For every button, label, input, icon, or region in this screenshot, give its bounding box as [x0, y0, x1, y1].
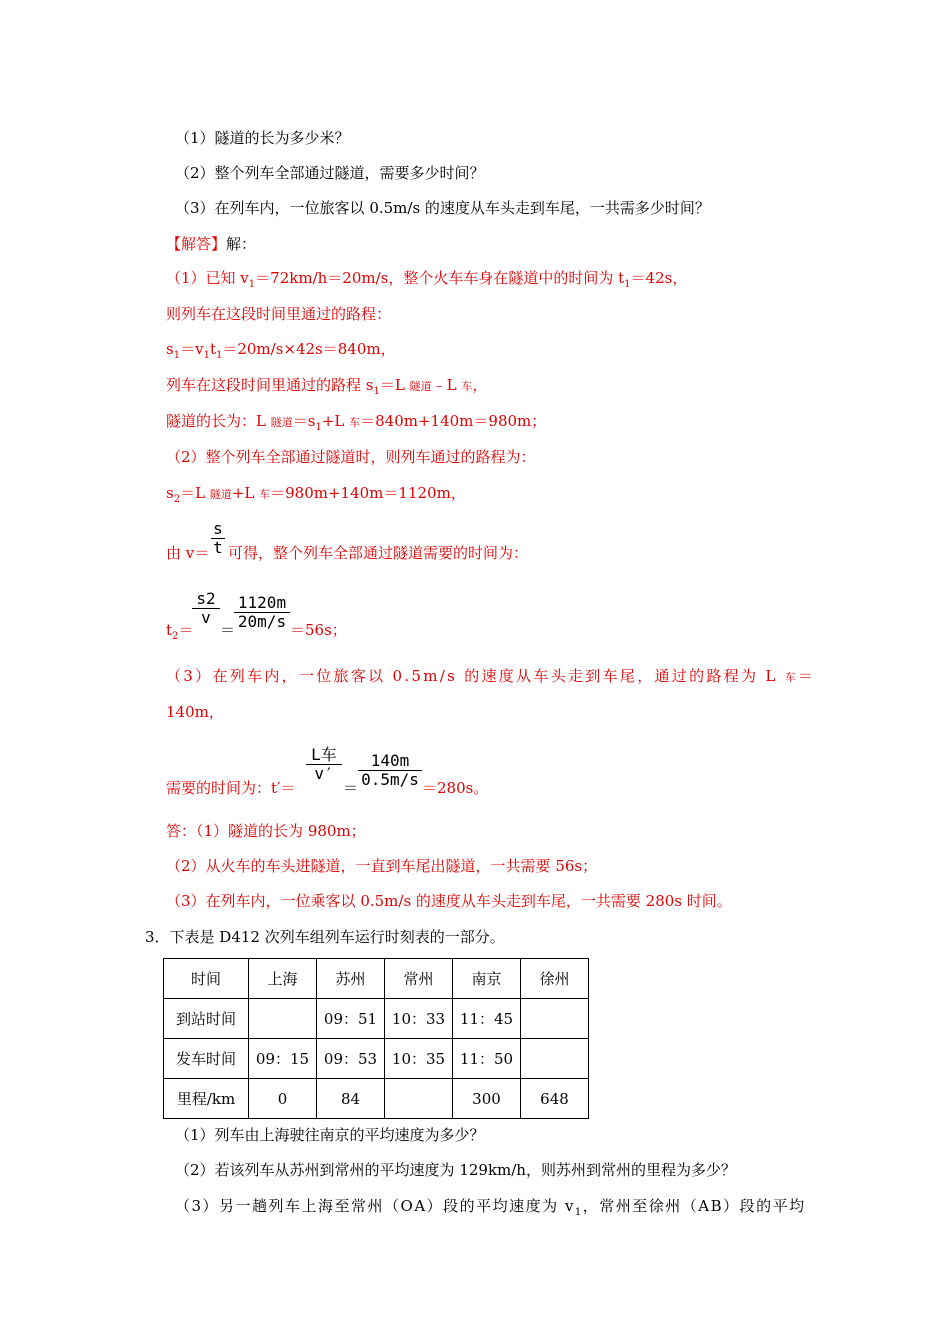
table-cell [385, 1079, 453, 1119]
fraction-s-over-t: s t [211, 520, 225, 557]
fraction-140m-over-05ms: 140m 0.5m/s [358, 752, 422, 789]
problem-3-q3: （3）另一趟列车上海至常州（OA）段的平均速度为 $v_1$，常州至徐州（AB）段的平均 [175, 1197, 806, 1218]
solution-jie-label: 解： [226, 235, 257, 253]
table-header-cell: 上海 [249, 959, 317, 999]
table-cell: 0 [249, 1079, 317, 1119]
table-cell: 09：53 [317, 1039, 385, 1079]
table-header-cell: 徐州 [521, 959, 589, 999]
problem-3-q1: （1）列车由上海驶往南京的平均速度为多少？ [175, 1126, 485, 1144]
answer-1: 答：（1）隧道的长为 980m； [166, 822, 366, 840]
table-cell: 发车时间 [164, 1039, 249, 1079]
table-cell [249, 999, 317, 1039]
equals-sign-2: ＝ [343, 779, 359, 797]
solution-p1-line3: $s_1=v_1t_1=20m/s\times 42s=840m$， [166, 340, 396, 361]
result-56s: ＝56s； [290, 621, 347, 639]
solution-p2-line1: （2）整个列车全部通过隧道时，则列车通过的路程为： [166, 448, 536, 466]
solution-p1-line2: 则列车在这段时间里通过的路程： [166, 305, 392, 323]
problem-3-q2: （2）若该列车从苏州到常州的平均速度为 129km/h，则苏州到常州的里程为多少？ [175, 1161, 736, 1179]
solution-p3-line3-pre: 需要的时间为：t′＝ [166, 779, 296, 797]
problem-3-stem: 3．下表是 D412 次列车组列车运行时刻表的一部分。 [145, 928, 505, 946]
fraction-s2-over-v: s2 v [192, 590, 220, 627]
answer-3: （3）在列车内，一位乘客以 0.5m/s 的速度从车头走到车尾，一共需要 280s 时间。 [166, 892, 732, 910]
table-header-row [164, 959, 589, 999]
table-cell [521, 999, 589, 1039]
table-header-cell: 时间 [164, 959, 249, 999]
table-cell: 84 [317, 1079, 385, 1119]
solution-p3-line2: 140m， [166, 703, 224, 721]
table-cell: 648 [521, 1079, 589, 1119]
table-header-cell: 常州 [385, 959, 453, 999]
table-cell: 10：33 [385, 999, 453, 1039]
table-cell: 到站时间 [164, 999, 249, 1039]
solution-p1-line1: （1）已知 $v_1=72km/h=20m/s$，整个火车车身在隧道中的时间为 $t_1=42s$， [166, 269, 688, 290]
table-header-cell: 南京 [453, 959, 521, 999]
fraction-Lche-over-v-prime: L车 v′ [306, 746, 342, 783]
solution-p2-line2: $s_2=L$ 隧道+L 车＝980m+140m＝1120m， [166, 484, 466, 505]
question-1: （1）隧道的长为多少米？ [175, 129, 350, 147]
solution-p2-line3-post: 可得，整个列车全部通过隧道需要的时间为： [228, 544, 529, 562]
question-3: （3）在列车内，一位旅客以 0.5m/s 的速度从车头走到车尾，一共需多少时间？ [175, 199, 710, 217]
solution-p1-line5: 隧道的长为：L 隧道$=s_1+L$ 车＝840m+140m＝980m； [166, 412, 547, 433]
solution-p2-line4-pre: $t_2=$ [166, 621, 194, 642]
solution-header [166, 234, 256, 254]
solution-p3-line1: （3）在列车内，一位旅客以 0.5m/s 的速度从车头走到车尾，通过的路程为 L 车＝ [166, 667, 816, 685]
question-2: （2）整个列车全部通过隧道，需要多少时间？ [175, 164, 485, 182]
table-cell [521, 1039, 589, 1079]
train-timetable [163, 958, 589, 1119]
equals-sign: ＝ [220, 621, 236, 639]
solution-p2-line3-pre: 由 v＝ [166, 544, 210, 562]
table-cell: 300 [453, 1079, 521, 1119]
answer-2: （2）从火车的车头进隧道，一直到车尾出隧道，一共需要 56s； [166, 857, 598, 875]
solution-p1-line4: 列车在这段时间里通过的路程 $s_1=L$ 隧道﹣L 车， [166, 376, 488, 397]
table-cell: 10：35 [385, 1039, 453, 1079]
table-cell: 09：51 [317, 999, 385, 1039]
table-row [164, 1079, 589, 1119]
solution-bracket-label: 【解答】 [166, 235, 227, 253]
table-row [164, 1039, 589, 1079]
table-cell: 11：45 [453, 999, 521, 1039]
table-cell: 11：50 [453, 1039, 521, 1079]
table-cell: 09：15 [249, 1039, 317, 1079]
table-header-cell: 苏州 [317, 959, 385, 999]
result-280s: ＝280s。 [422, 779, 489, 797]
table-cell: 里程/km [164, 1079, 249, 1119]
table-row [164, 999, 589, 1039]
fraction-1120m-over-20ms: 1120m 20m/s [234, 594, 290, 631]
